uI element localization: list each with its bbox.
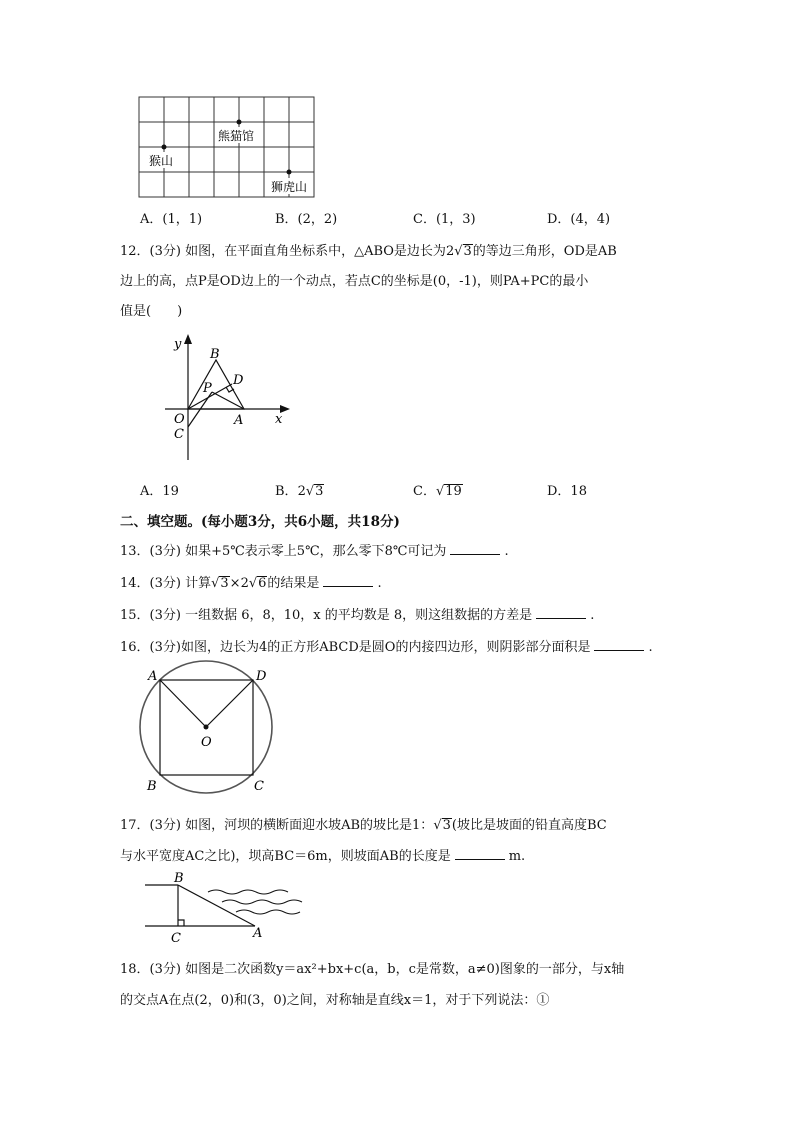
q17-label-b: B <box>174 872 184 886</box>
q16-label-c: C <box>254 779 264 794</box>
q16-label-o: O <box>201 735 212 750</box>
q13-answer-blank[interactable] <box>450 542 500 555</box>
monkey-hill-label: 猴山 <box>149 154 174 168</box>
q17-answer-blank[interactable] <box>455 847 505 860</box>
q12-label-p: P <box>203 381 212 396</box>
q17-label-a: A <box>253 926 263 941</box>
q14-line: 14．(3分) 计算√3×2√6的结果是 . <box>120 576 382 591</box>
q12-label-d: D <box>233 373 244 388</box>
q12-y-axis-label: y <box>174 337 182 352</box>
q18-line-1: 18．(3分) 如图是二次函数y＝ax²+bx+c(a，b，c是常数，a≠0)图象的一部分，与x轴 <box>120 962 625 977</box>
q12-coordinate-figure <box>160 330 300 465</box>
q17-line-2: 与水平宽度AC之比)，坝高BC＝6m，则坡面AB的长度是 m. <box>120 849 526 864</box>
q12-option-a[interactable]: A．19 <box>140 484 179 499</box>
q12-option-d[interactable]: D．18 <box>547 484 587 499</box>
q12-option-b[interactable]: B．2√3 <box>275 484 324 499</box>
q12-label-c: C <box>174 427 184 442</box>
q15-answer-blank[interactable] <box>536 606 586 619</box>
q16-circle-square-figure <box>136 660 286 800</box>
q12-label-o: O <box>174 412 185 427</box>
panda-hall-label: 熊猫馆 <box>218 129 255 143</box>
q12-line-2: 边上的高，点P是OD边上的一个动点，若点C的坐标是(0，-1)，则PA+PC的最小 <box>120 274 589 289</box>
q16-label-b: B <box>147 779 157 794</box>
q17-dam-figure <box>140 872 330 944</box>
q12-option-c[interactable]: C．√19 <box>413 484 462 499</box>
q17-line-1: 17．(3分) 如图，河坝的横断面迎水坡AB的坡比是1：√3(坡比是坡面的铅直高度BC <box>120 818 607 833</box>
q12-line-1: 12．(3分) 如图，在平面直角坐标系中，△ABO是边长为2√3的等边三角形，OD是AB <box>120 244 617 259</box>
q11-option-d[interactable]: D．(4，4) <box>547 212 611 227</box>
q16-center-point <box>204 725 209 730</box>
q12-label-a: A <box>234 413 244 428</box>
q13-line: 13．(3分) 如果+5℃表示零上5℃，那么零下8℃可记为 . <box>120 544 509 559</box>
q11-option-b[interactable]: B．(2，2) <box>275 212 338 227</box>
lion-tiger-hill-label: 狮虎山 <box>271 180 308 194</box>
lion-tiger-hill-point <box>287 170 292 175</box>
q16-label-a: A <box>148 669 158 684</box>
q11-option-a[interactable]: A．(1，1) <box>140 212 203 227</box>
q16-label-d: D <box>256 669 267 684</box>
q12-label-b: B <box>210 347 220 362</box>
q16-answer-blank[interactable] <box>594 638 644 651</box>
q15-line: 15．(3分) 一组数据 6，8，10，x 的平均数是 8，则这组数据的方差是 . <box>120 608 595 623</box>
panda-hall-point <box>237 120 242 125</box>
q12-line-3: 值是( ) <box>120 304 183 319</box>
q11-option-c[interactable]: C．(1，3) <box>413 212 476 227</box>
q18-line-2: 的交点A在点(2，0)和(3，0)之间，对称轴是直线x＝1，对于下列说法：① <box>120 993 550 1008</box>
q11-grid-figure <box>138 96 318 200</box>
monkey-hill-point <box>162 145 167 150</box>
q16-line: 16．(3分)如图，边长为4的正方形ABCD是圆O的内接四边形，则阴影部分面积是 . <box>120 640 653 655</box>
q12-radical-inline: 2√3 <box>445 244 472 259</box>
q12-x-axis-label: x <box>275 412 283 427</box>
q14-answer-blank[interactable] <box>323 574 373 587</box>
section-2-title: 二、填空题。(每小题3分，共6小题，共18分) <box>120 514 400 530</box>
q17-label-c: C <box>171 931 181 944</box>
